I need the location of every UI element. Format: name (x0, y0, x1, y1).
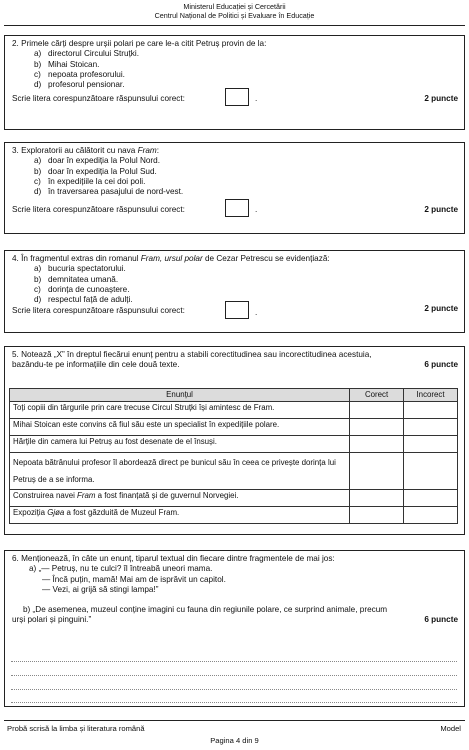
answer-row (12, 91, 458, 105)
answer-writing-line[interactable] (11, 689, 457, 690)
answer-dot: . (255, 205, 258, 214)
statement-cell: Mihai Stoican este convins că fiul său este un specialist în expedițiile polare. (10, 419, 350, 436)
question-3 (4, 142, 465, 234)
incorect-cell[interactable] (404, 490, 458, 507)
option-d: d) în traversarea pasajului de nord-vest. (34, 187, 184, 196)
points-label: 6 puncte (424, 360, 458, 370)
points-label: 2 puncte (424, 94, 458, 103)
table-row (10, 419, 458, 436)
corect-cell[interactable] (350, 402, 404, 419)
center-name: Centrul Național de Politici și Evaluare în Educație (154, 10, 315, 20)
option-d: d) profesorul pensionar. (34, 80, 125, 89)
points-label: 6 puncte (424, 615, 458, 625)
question-2-stem: 2. Primele cărți despre urșii polari pe care le-a citit Petruș provin de la: (12, 39, 267, 48)
question-3-options (34, 156, 458, 197)
table-header-row (10, 389, 458, 402)
table-row (10, 436, 458, 453)
option-c: c) nepoata profesorului. (34, 69, 125, 79)
statement-cell: Construirea navei Fram a fost finanțată și de guvernul Norvegiei. (10, 490, 350, 507)
option-c: c) în expedițiile la cei doi poli. (34, 176, 146, 186)
option-a: a) doar în expediția la Polul Nord. (34, 156, 160, 166)
incorect-cell[interactable] (404, 436, 458, 453)
exam-subject: Probă scrisă la limba și literatura română (7, 724, 145, 733)
answer-writing-line[interactable] (11, 675, 457, 676)
fragment-a-line-1: a) „— Petruș, nu te culci? îl întreabă uneori mama. (29, 564, 213, 574)
statement-cell: Nepoata bătrânului profesor îl abordează direct pe bunicul său în ceea ce privește dorința lui Petruș de a se informa. (10, 453, 350, 490)
points-label: 2 puncte (424, 205, 458, 214)
option-c: c) dorința de cunoaștere. (34, 284, 130, 294)
table-row (10, 507, 458, 524)
question-2-options (34, 49, 458, 90)
exam-variant: Model (440, 724, 461, 733)
option-a: a) directorul Circului Struțki. (34, 49, 139, 59)
answer-box[interactable] (225, 199, 249, 217)
corect-cell[interactable] (350, 490, 404, 507)
statement-cell: Expoziția Gjøa a fost găzduită de Muzeul Fram. (10, 507, 350, 524)
points-label: 2 puncte (424, 304, 458, 313)
corect-cell[interactable] (350, 507, 404, 524)
corect-cell[interactable] (350, 453, 404, 490)
answer-row (12, 202, 458, 216)
corect-cell[interactable] (350, 436, 404, 453)
option-d: d) respectul față de adulți. (34, 295, 133, 304)
statement-cell: Hărțile din camera lui Petruș au fost desenate de el însuși. (10, 436, 350, 453)
incorect-cell[interactable] (404, 507, 458, 524)
page-header (0, 3, 469, 20)
answer-dot: . (255, 308, 258, 317)
footer-divider (4, 720, 465, 721)
answer-box[interactable] (225, 88, 249, 106)
table-row (10, 490, 458, 507)
true-false-table (9, 388, 458, 524)
header-enunt: Enunțul (10, 389, 350, 402)
question-3-stem: 3. Exploratorii au călătorit cu nava Fram: (12, 146, 159, 155)
ministry-name: Ministerul Educației și Cercetării (183, 2, 286, 11)
incorect-cell[interactable] (404, 453, 458, 490)
answer-prompt: Scrie litera corespunzătoare răspunsului corect: (12, 205, 185, 214)
option-b: b) Mihai Stoican. (34, 59, 100, 69)
header-incorect: Incorect (404, 389, 458, 402)
incorect-cell[interactable] (404, 402, 458, 419)
option-b: b) doar în expediția la Polul Sud. (34, 166, 157, 176)
answer-writing-line[interactable] (11, 661, 457, 662)
statement-cell: Toți copiii din târgurile prin care trecuse Circul Struțki își amintesc de Fram. (10, 402, 350, 419)
fragment-a-line-3: — Vezi, ai grijă să stingi lampa!” (42, 584, 159, 594)
question-4 (4, 250, 465, 333)
header-divider (4, 25, 465, 26)
option-a: a) bucuria spectatorului. (34, 264, 126, 274)
question-2 (4, 35, 465, 130)
corect-cell[interactable] (350, 419, 404, 436)
answer-writing-line[interactable] (11, 702, 457, 703)
question-5-stem: 5. Notează „X” în dreptul fiecărui enunț pentru a stabili corectitudinea sau incorectitudinea acestuia, (12, 350, 372, 359)
answer-dot: . (255, 94, 258, 103)
answer-prompt: Scrie litera corespunzătoare răspunsului corect: (12, 94, 185, 103)
question-5-stem-continued: bazându-te pe informațiile din cele două texte. 6 puncte (12, 360, 458, 370)
question-6-stem: 6. Menționează, în câte un enunț, tiparul textual din fiecare dintre fragmentele de mai jos: (12, 554, 335, 563)
answer-box[interactable] (225, 301, 249, 319)
fragment-a-line-2: — Încă puțin, mamă! Mai am de isprăvit un capitol. (42, 574, 226, 584)
option-b: b) demnitatea umană. (34, 274, 119, 284)
answer-prompt: Scrie litera corespunzătoare răspunsului corect: (12, 306, 185, 315)
fragment-b-line-1: b) „De asemenea, muzeul conține imagini cu fauna din regiunile polare, ce surprind animale, precum (23, 605, 388, 614)
page-number: Pagina 4 din 9 (210, 736, 259, 745)
fragment-b-line-2: urși polari și pinguini.” 6 puncte (12, 615, 458, 625)
question-4-options (34, 264, 458, 305)
question-4-stem: 4. În fragmentul extras din romanul Fram, ursul polar de Cezar Petrescu se evidențiază: (12, 254, 330, 263)
header-corect: Corect (350, 389, 404, 402)
incorect-cell[interactable] (404, 419, 458, 436)
answer-row (12, 305, 458, 316)
table-row (10, 453, 458, 490)
question-6 (4, 550, 465, 707)
table-row (10, 402, 458, 419)
